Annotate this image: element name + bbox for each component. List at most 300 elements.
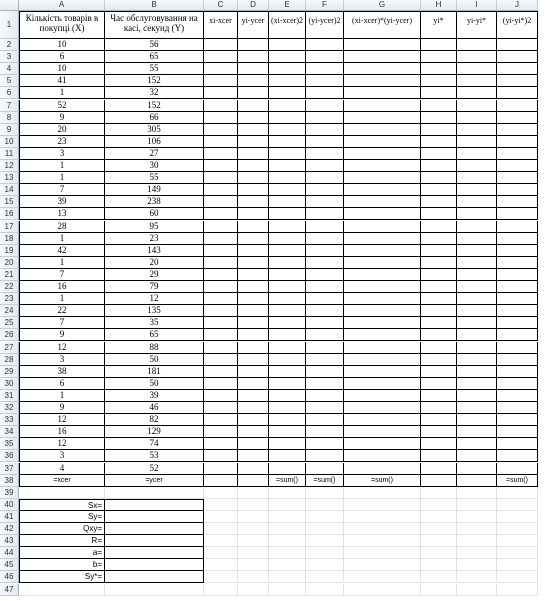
cell-j21[interactable] (497, 269, 538, 281)
cell-b9[interactable]: 305 (105, 124, 204, 136)
cell-j26[interactable] (497, 329, 538, 341)
cell-d31[interactable] (238, 390, 269, 402)
cell-b28[interactable]: 50 (105, 354, 204, 366)
cell-g3[interactable] (344, 51, 421, 63)
row-header-22[interactable]: 22 (0, 281, 19, 293)
cell-i46[interactable] (457, 571, 497, 583)
column-header-f[interactable]: F (306, 0, 344, 11)
cell-g8[interactable] (344, 112, 421, 124)
cell-c17[interactable] (204, 221, 238, 233)
cell-h23[interactable] (421, 293, 457, 305)
cell-a19[interactable]: 42 (19, 245, 105, 257)
cell-d24[interactable] (238, 305, 269, 317)
cell-c14[interactable] (204, 184, 238, 196)
cell-b17[interactable]: 95 (105, 221, 204, 233)
row-header-25[interactable]: 25 (0, 317, 19, 329)
cell-f32[interactable] (306, 402, 344, 414)
cell-b47[interactable] (105, 584, 204, 596)
cell-a5[interactable]: 41 (19, 75, 105, 87)
cell-c6[interactable] (204, 87, 238, 99)
cell-b23[interactable]: 12 (105, 293, 204, 305)
cell-g10[interactable] (344, 136, 421, 148)
cell-d6[interactable] (238, 87, 269, 99)
cell-d44[interactable] (238, 547, 269, 559)
cell-d23[interactable] (238, 293, 269, 305)
row-header-40[interactable]: 40 (0, 499, 19, 511)
cell-i32[interactable] (457, 402, 497, 414)
cell-d39[interactable] (238, 487, 269, 499)
cell-g1[interactable]: (xi-xcer)*(yi-ycer) (344, 11, 421, 39)
cell-i19[interactable] (457, 245, 497, 257)
cell-j33[interactable] (497, 414, 538, 426)
cell-h14[interactable] (421, 184, 457, 196)
cell-g12[interactable] (344, 160, 421, 172)
cell-j35[interactable] (497, 438, 538, 450)
cell-j4[interactable] (497, 63, 538, 75)
cell-e32[interactable] (269, 402, 306, 414)
cell-j38[interactable]: =sum() (497, 475, 538, 487)
cell-b21[interactable]: 29 (105, 269, 204, 281)
cell-j5[interactable] (497, 75, 538, 87)
cell-e4[interactable] (269, 63, 306, 75)
column-header-i[interactable]: I (457, 0, 497, 11)
cell-i31[interactable] (457, 390, 497, 402)
cell-a21[interactable]: 7 (19, 269, 105, 281)
cell-j12[interactable] (497, 160, 538, 172)
cell-a28[interactable]: 3 (19, 354, 105, 366)
cell-j20[interactable] (497, 257, 538, 269)
cell-f34[interactable] (306, 426, 344, 438)
cell-j2[interactable] (497, 39, 538, 51)
cell-e47[interactable] (269, 584, 306, 596)
cell-d35[interactable] (238, 438, 269, 450)
cell-f11[interactable] (306, 148, 344, 160)
cell-b25[interactable]: 35 (105, 317, 204, 329)
cell-i47[interactable] (457, 584, 497, 596)
cell-h21[interactable] (421, 269, 457, 281)
cell-g25[interactable] (344, 317, 421, 329)
cell-b42[interactable] (105, 523, 204, 535)
row-header-13[interactable]: 13 (0, 172, 19, 184)
cell-h26[interactable] (421, 329, 457, 341)
cell-c40[interactable] (204, 499, 238, 511)
cell-a37[interactable]: 4 (19, 463, 105, 475)
cell-b32[interactable]: 46 (105, 402, 204, 414)
cell-a14[interactable]: 7 (19, 184, 105, 196)
cell-b22[interactable]: 79 (105, 281, 204, 293)
cell-f13[interactable] (306, 172, 344, 184)
cell-j24[interactable] (497, 305, 538, 317)
cell-e2[interactable] (269, 39, 306, 51)
cell-h47[interactable] (421, 584, 457, 596)
cell-b4[interactable]: 55 (105, 63, 204, 75)
cell-d45[interactable] (238, 559, 269, 571)
cell-b40[interactable] (105, 499, 204, 511)
cell-f17[interactable] (306, 221, 344, 233)
row-header-47[interactable]: 47 (0, 584, 19, 596)
cell-c15[interactable] (204, 196, 238, 208)
cell-b38[interactable]: =ycer (105, 475, 204, 487)
cell-h31[interactable] (421, 390, 457, 402)
cell-a41[interactable]: Sy= (19, 511, 105, 523)
cell-e27[interactable] (269, 342, 306, 354)
cell-b31[interactable]: 39 (105, 390, 204, 402)
cell-j6[interactable] (497, 87, 538, 99)
cell-j14[interactable] (497, 184, 538, 196)
column-header-b[interactable]: B (105, 0, 204, 11)
cell-c45[interactable] (204, 559, 238, 571)
cell-i44[interactable] (457, 547, 497, 559)
cell-c5[interactable] (204, 75, 238, 87)
cell-f38[interactable]: =sum() (306, 475, 344, 487)
cell-d25[interactable] (238, 317, 269, 329)
cell-d11[interactable] (238, 148, 269, 160)
cell-a13[interactable]: 1 (19, 172, 105, 184)
cell-f27[interactable] (306, 342, 344, 354)
cell-f20[interactable] (306, 257, 344, 269)
cell-j9[interactable] (497, 124, 538, 136)
cell-d32[interactable] (238, 402, 269, 414)
cell-e20[interactable] (269, 257, 306, 269)
row-header-32[interactable]: 32 (0, 402, 19, 414)
cell-i22[interactable] (457, 281, 497, 293)
cell-b10[interactable]: 106 (105, 136, 204, 148)
row-header-12[interactable]: 12 (0, 160, 19, 172)
cell-i3[interactable] (457, 51, 497, 63)
cell-a20[interactable]: 1 (19, 257, 105, 269)
cell-e39[interactable] (269, 487, 306, 499)
cell-a27[interactable]: 12 (19, 342, 105, 354)
cell-h20[interactable] (421, 257, 457, 269)
cell-a18[interactable]: 1 (19, 233, 105, 245)
cell-d27[interactable] (238, 342, 269, 354)
cell-c20[interactable] (204, 257, 238, 269)
cell-b30[interactable]: 50 (105, 378, 204, 390)
cell-d46[interactable] (238, 571, 269, 583)
cell-e43[interactable] (269, 535, 306, 547)
cell-j16[interactable] (497, 208, 538, 220)
cell-j13[interactable] (497, 172, 538, 184)
cell-b45[interactable] (105, 559, 204, 571)
cell-d12[interactable] (238, 160, 269, 172)
column-header-a[interactable]: A (19, 0, 105, 11)
cell-g6[interactable] (344, 87, 421, 99)
cell-c43[interactable] (204, 535, 238, 547)
row-header-34[interactable]: 34 (0, 426, 19, 438)
cell-f47[interactable] (306, 584, 344, 596)
row-header-16[interactable]: 16 (0, 208, 19, 220)
cell-b11[interactable]: 27 (105, 148, 204, 160)
cell-g15[interactable] (344, 196, 421, 208)
cell-j44[interactable] (497, 547, 538, 559)
cell-g11[interactable] (344, 148, 421, 160)
cell-f43[interactable] (306, 535, 344, 547)
cell-j46[interactable] (497, 571, 538, 583)
row-header-41[interactable]: 41 (0, 511, 19, 523)
row-header-46[interactable]: 46 (0, 571, 19, 583)
cell-c37[interactable] (204, 463, 238, 475)
cell-c39[interactable] (204, 487, 238, 499)
cell-h24[interactable] (421, 305, 457, 317)
cell-e29[interactable] (269, 366, 306, 378)
cell-f45[interactable] (306, 559, 344, 571)
cell-f9[interactable] (306, 124, 344, 136)
cell-g18[interactable] (344, 233, 421, 245)
cell-g35[interactable] (344, 438, 421, 450)
row-header-9[interactable]: 9 (0, 124, 19, 136)
cell-h33[interactable] (421, 414, 457, 426)
cell-i39[interactable] (457, 487, 497, 499)
cell-j22[interactable] (497, 281, 538, 293)
cell-h32[interactable] (421, 402, 457, 414)
cell-a46[interactable]: Sy*= (19, 571, 105, 583)
cell-e46[interactable] (269, 571, 306, 583)
cell-e30[interactable] (269, 378, 306, 390)
cell-e6[interactable] (269, 87, 306, 99)
cell-c23[interactable] (204, 293, 238, 305)
cell-h36[interactable] (421, 450, 457, 462)
cell-f21[interactable] (306, 269, 344, 281)
cell-h8[interactable] (421, 112, 457, 124)
cell-d19[interactable] (238, 245, 269, 257)
cell-b36[interactable]: 53 (105, 450, 204, 462)
cell-f44[interactable] (306, 547, 344, 559)
cell-h12[interactable] (421, 160, 457, 172)
cell-h25[interactable] (421, 317, 457, 329)
cell-i41[interactable] (457, 511, 497, 523)
cell-b15[interactable]: 238 (105, 196, 204, 208)
cell-d26[interactable] (238, 329, 269, 341)
row-header-7[interactable]: 7 (0, 100, 19, 112)
cell-d34[interactable] (238, 426, 269, 438)
cell-b29[interactable]: 181 (105, 366, 204, 378)
cell-g33[interactable] (344, 414, 421, 426)
cell-i36[interactable] (457, 450, 497, 462)
cell-f23[interactable] (306, 293, 344, 305)
cell-j31[interactable] (497, 390, 538, 402)
cell-e9[interactable] (269, 124, 306, 136)
cell-h9[interactable] (421, 124, 457, 136)
cell-j42[interactable] (497, 523, 538, 535)
cell-b8[interactable]: 66 (105, 112, 204, 124)
cell-a16[interactable]: 13 (19, 208, 105, 220)
cell-g5[interactable] (344, 75, 421, 87)
cell-c46[interactable] (204, 571, 238, 583)
cell-d21[interactable] (238, 269, 269, 281)
cell-a35[interactable]: 12 (19, 438, 105, 450)
cell-f1[interactable]: (yi-ycer)2 (306, 11, 344, 39)
cell-d42[interactable] (238, 523, 269, 535)
cell-j39[interactable] (497, 487, 538, 499)
cell-e5[interactable] (269, 75, 306, 87)
cell-f35[interactable] (306, 438, 344, 450)
cell-f39[interactable] (306, 487, 344, 499)
row-header-29[interactable]: 29 (0, 366, 19, 378)
cell-e22[interactable] (269, 281, 306, 293)
cell-d28[interactable] (238, 354, 269, 366)
cell-b16[interactable]: 60 (105, 208, 204, 220)
cell-b27[interactable]: 88 (105, 342, 204, 354)
cell-i35[interactable] (457, 438, 497, 450)
cell-d41[interactable] (238, 511, 269, 523)
cell-j34[interactable] (497, 426, 538, 438)
cell-c47[interactable] (204, 584, 238, 596)
cell-h46[interactable] (421, 571, 457, 583)
cell-b37[interactable]: 52 (105, 463, 204, 475)
row-header-4[interactable]: 4 (0, 63, 19, 75)
cell-b41[interactable] (105, 511, 204, 523)
cell-j28[interactable] (497, 354, 538, 366)
cell-d36[interactable] (238, 450, 269, 462)
cell-e1[interactable]: (xi-xcer)2 (269, 11, 306, 39)
cell-d2[interactable] (238, 39, 269, 51)
cell-j11[interactable] (497, 148, 538, 160)
cell-h18[interactable] (421, 233, 457, 245)
cell-g30[interactable] (344, 378, 421, 390)
cell-g26[interactable] (344, 329, 421, 341)
cell-b44[interactable] (105, 547, 204, 559)
cell-a25[interactable]: 7 (19, 317, 105, 329)
cell-g45[interactable] (344, 559, 421, 571)
cell-h42[interactable] (421, 523, 457, 535)
row-header-3[interactable]: 3 (0, 51, 19, 63)
cell-a42[interactable]: Qxy= (19, 523, 105, 535)
row-header-11[interactable]: 11 (0, 148, 19, 160)
cell-a44[interactable]: a= (19, 547, 105, 559)
cell-i6[interactable] (457, 87, 497, 99)
cell-e8[interactable] (269, 112, 306, 124)
cell-e24[interactable] (269, 305, 306, 317)
cell-i17[interactable] (457, 221, 497, 233)
cell-f7[interactable] (306, 100, 344, 112)
row-header-36[interactable]: 36 (0, 450, 19, 462)
cell-j41[interactable] (497, 511, 538, 523)
column-header-h[interactable]: H (421, 0, 457, 11)
cell-g31[interactable] (344, 390, 421, 402)
cell-a47[interactable] (19, 584, 105, 596)
cell-i33[interactable] (457, 414, 497, 426)
cell-i2[interactable] (457, 39, 497, 51)
cell-d22[interactable] (238, 281, 269, 293)
cell-d10[interactable] (238, 136, 269, 148)
cell-d29[interactable] (238, 366, 269, 378)
cell-h2[interactable] (421, 39, 457, 51)
cell-f10[interactable] (306, 136, 344, 148)
cell-e35[interactable] (269, 438, 306, 450)
cell-b18[interactable]: 23 (105, 233, 204, 245)
cell-h17[interactable] (421, 221, 457, 233)
cell-c9[interactable] (204, 124, 238, 136)
cell-h38[interactable] (421, 475, 457, 487)
cell-h29[interactable] (421, 366, 457, 378)
cell-b46[interactable] (105, 571, 204, 583)
cell-c32[interactable] (204, 402, 238, 414)
cell-b26[interactable]: 65 (105, 329, 204, 341)
cell-c24[interactable] (204, 305, 238, 317)
cell-i1[interactable]: yi-yi* (457, 11, 497, 39)
column-header-g[interactable]: G (344, 0, 421, 11)
cell-a10[interactable]: 23 (19, 136, 105, 148)
column-header-d[interactable]: D (238, 0, 269, 11)
cell-g9[interactable] (344, 124, 421, 136)
cell-c2[interactable] (204, 39, 238, 51)
cell-b7[interactable]: 152 (105, 100, 204, 112)
cell-g32[interactable] (344, 402, 421, 414)
cell-a33[interactable]: 12 (19, 414, 105, 426)
cell-i23[interactable] (457, 293, 497, 305)
cell-a38[interactable]: =xcer (19, 475, 105, 487)
cell-h30[interactable] (421, 378, 457, 390)
cell-a4[interactable]: 10 (19, 63, 105, 75)
cell-f16[interactable] (306, 208, 344, 220)
cell-a34[interactable]: 16 (19, 426, 105, 438)
cell-h7[interactable] (421, 100, 457, 112)
cell-f6[interactable] (306, 87, 344, 99)
cell-f30[interactable] (306, 378, 344, 390)
row-header-1[interactable]: 1 (0, 11, 19, 39)
cell-f12[interactable] (306, 160, 344, 172)
cell-c35[interactable] (204, 438, 238, 450)
cell-i20[interactable] (457, 257, 497, 269)
cell-i28[interactable] (457, 354, 497, 366)
cell-c4[interactable] (204, 63, 238, 75)
row-header-6[interactable]: 6 (0, 87, 19, 99)
row-header-44[interactable]: 44 (0, 547, 19, 559)
cell-a24[interactable]: 22 (19, 305, 105, 317)
cell-i43[interactable] (457, 535, 497, 547)
row-header-19[interactable]: 19 (0, 245, 19, 257)
cell-e38[interactable]: =sum() (269, 475, 306, 487)
row-header-2[interactable]: 2 (0, 39, 19, 51)
cell-i21[interactable] (457, 269, 497, 281)
cell-b6[interactable]: 32 (105, 87, 204, 99)
cell-i10[interactable] (457, 136, 497, 148)
cell-h34[interactable] (421, 426, 457, 438)
cell-i9[interactable] (457, 124, 497, 136)
cell-h37[interactable] (421, 463, 457, 475)
cell-j1[interactable]: (yi-yi*)2 (497, 11, 538, 39)
cell-e13[interactable] (269, 172, 306, 184)
cell-a2[interactable]: 10 (19, 39, 105, 51)
cell-i7[interactable] (457, 100, 497, 112)
cell-e36[interactable] (269, 450, 306, 462)
cell-a22[interactable]: 16 (19, 281, 105, 293)
cell-i14[interactable] (457, 184, 497, 196)
cell-c26[interactable] (204, 329, 238, 341)
cell-e19[interactable] (269, 245, 306, 257)
cell-i24[interactable] (457, 305, 497, 317)
row-header-18[interactable]: 18 (0, 233, 19, 245)
cell-e23[interactable] (269, 293, 306, 305)
cell-g4[interactable] (344, 63, 421, 75)
cell-f2[interactable] (306, 39, 344, 51)
row-header-45[interactable]: 45 (0, 559, 19, 571)
row-header-28[interactable]: 28 (0, 354, 19, 366)
select-all-corner[interactable] (0, 0, 19, 11)
cell-h40[interactable] (421, 499, 457, 511)
cell-g19[interactable] (344, 245, 421, 257)
cell-c3[interactable] (204, 51, 238, 63)
cell-f41[interactable] (306, 511, 344, 523)
cell-c11[interactable] (204, 148, 238, 160)
cell-h5[interactable] (421, 75, 457, 87)
cell-j47[interactable] (497, 584, 538, 596)
cell-b33[interactable]: 82 (105, 414, 204, 426)
cell-h16[interactable] (421, 208, 457, 220)
row-header-33[interactable]: 33 (0, 414, 19, 426)
cell-i40[interactable] (457, 499, 497, 511)
column-header-e[interactable]: E (269, 0, 306, 11)
